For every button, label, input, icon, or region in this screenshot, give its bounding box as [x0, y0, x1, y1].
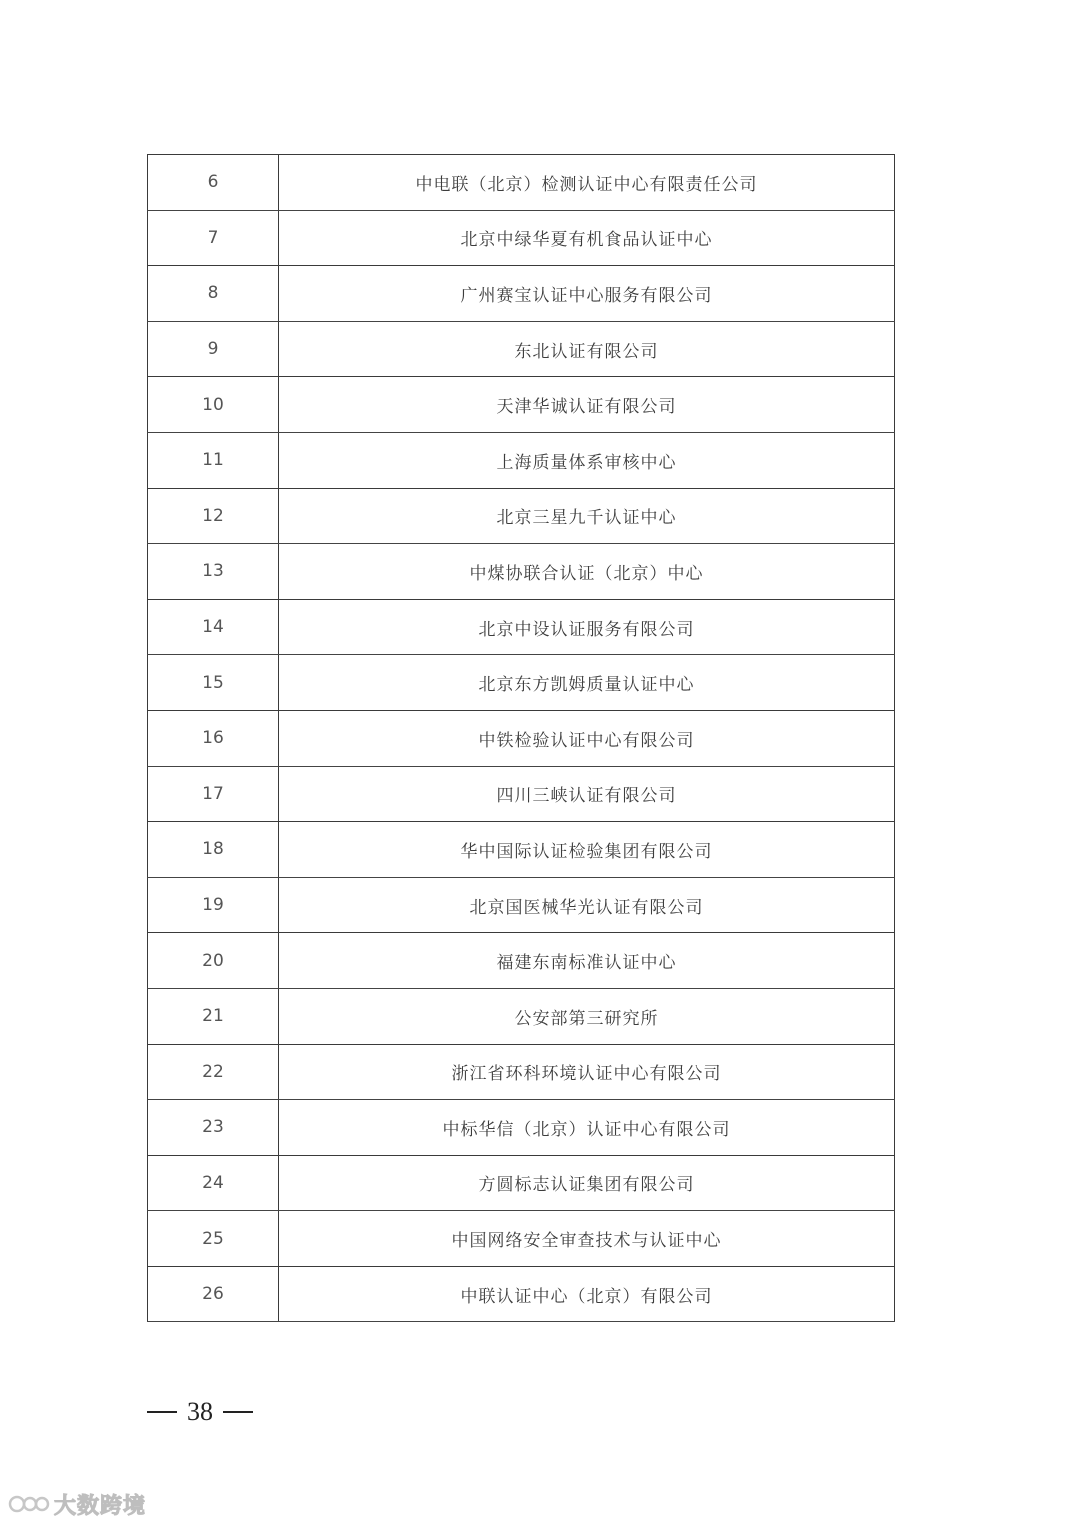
row-number-cell: 14 [148, 599, 279, 655]
row-number-cell: 16 [148, 710, 279, 766]
row-number-cell: 21 [148, 988, 279, 1044]
watermark [8, 1488, 146, 1520]
table-row [148, 933, 895, 989]
table-row [148, 710, 895, 766]
row-number-cell: 13 [148, 544, 279, 600]
organization-name-cell: 北京东方凯姆质量认证中心 [279, 655, 895, 711]
row-number-cell: 24 [148, 1155, 279, 1211]
row-number-cell: 9 [148, 321, 279, 377]
organization-name-cell: 北京中设认证服务有限公司 [279, 599, 895, 655]
table-row [148, 877, 895, 933]
table-row [148, 377, 895, 433]
row-number-cell: 12 [148, 488, 279, 544]
page-number [147, 1392, 253, 1432]
organization-name-cell: 福建东南标准认证中心 [279, 933, 895, 989]
row-number-cell: 18 [148, 822, 279, 878]
table-row [148, 599, 895, 655]
row-number-cell: 11 [148, 432, 279, 488]
page-number-right-dash [223, 1411, 253, 1413]
table-row [148, 266, 895, 322]
table-row [148, 988, 895, 1044]
organization-name-cell: 公安部第三研究所 [279, 988, 895, 1044]
row-number-cell: 7 [148, 210, 279, 266]
row-number-cell: 17 [148, 766, 279, 822]
page-number-value: 38 [187, 1397, 213, 1426]
table-row [148, 1266, 895, 1322]
certification-body-table [147, 154, 895, 1322]
organization-name-cell: 广州赛宝认证中心服务有限公司 [279, 266, 895, 322]
table-row [148, 1211, 895, 1267]
row-number-cell: 26 [148, 1266, 279, 1322]
row-number-cell: 20 [148, 933, 279, 989]
page-number-left-dash [147, 1411, 177, 1413]
row-number-cell: 25 [148, 1211, 279, 1267]
row-number-cell: 19 [148, 877, 279, 933]
organization-name-cell: 中联认证中心（北京）有限公司 [279, 1266, 895, 1322]
organization-name-cell: 北京三星九千认证中心 [279, 488, 895, 544]
table-row [148, 1044, 895, 1100]
row-number-cell: 15 [148, 655, 279, 711]
organization-name-cell: 华中国际认证检验集团有限公司 [279, 822, 895, 878]
organization-name-cell: 方圆标志认证集团有限公司 [279, 1155, 895, 1211]
organization-name-cell: 北京国医械华光认证有限公司 [279, 877, 895, 933]
organization-name-cell: 中标华信（北京）认证中心有限公司 [279, 1100, 895, 1156]
table-row [148, 321, 895, 377]
table-row [148, 488, 895, 544]
row-number-cell: 10 [148, 377, 279, 433]
organization-name-cell: 东北认证有限公司 [279, 321, 895, 377]
table-row [148, 766, 895, 822]
table-row [148, 822, 895, 878]
row-number-cell: 8 [148, 266, 279, 322]
watermark-text: 大数跨境 [54, 1493, 147, 1519]
organization-name-cell: 中国网络安全审查技术与认证中心 [279, 1211, 895, 1267]
table-row [148, 655, 895, 711]
organization-name-cell: 中煤协联合认证（北京）中心 [279, 544, 895, 600]
table-body [148, 155, 895, 1322]
table-row [148, 1155, 895, 1211]
organization-name-cell: 天津华诚认证有限公司 [279, 377, 895, 433]
organization-name-cell: 中铁检验认证中心有限公司 [279, 710, 895, 766]
table-row [148, 210, 895, 266]
row-number-cell: 22 [148, 1044, 279, 1100]
table-row [148, 155, 895, 211]
organization-name-cell: 浙江省环科环境认证中心有限公司 [279, 1044, 895, 1100]
table-row [148, 1100, 895, 1156]
row-number-cell: 23 [148, 1100, 279, 1156]
brand-logo-icon [8, 1491, 50, 1517]
organization-name-cell: 中电联（北京）检测认证中心有限责任公司 [279, 155, 895, 211]
organization-name-cell: 上海质量体系审核中心 [279, 432, 895, 488]
organization-name-cell: 北京中绿华夏有机食品认证中心 [279, 210, 895, 266]
row-number-cell: 6 [148, 155, 279, 211]
table-row [148, 544, 895, 600]
organization-name-cell: 四川三峡认证有限公司 [279, 766, 895, 822]
table-row [148, 432, 895, 488]
